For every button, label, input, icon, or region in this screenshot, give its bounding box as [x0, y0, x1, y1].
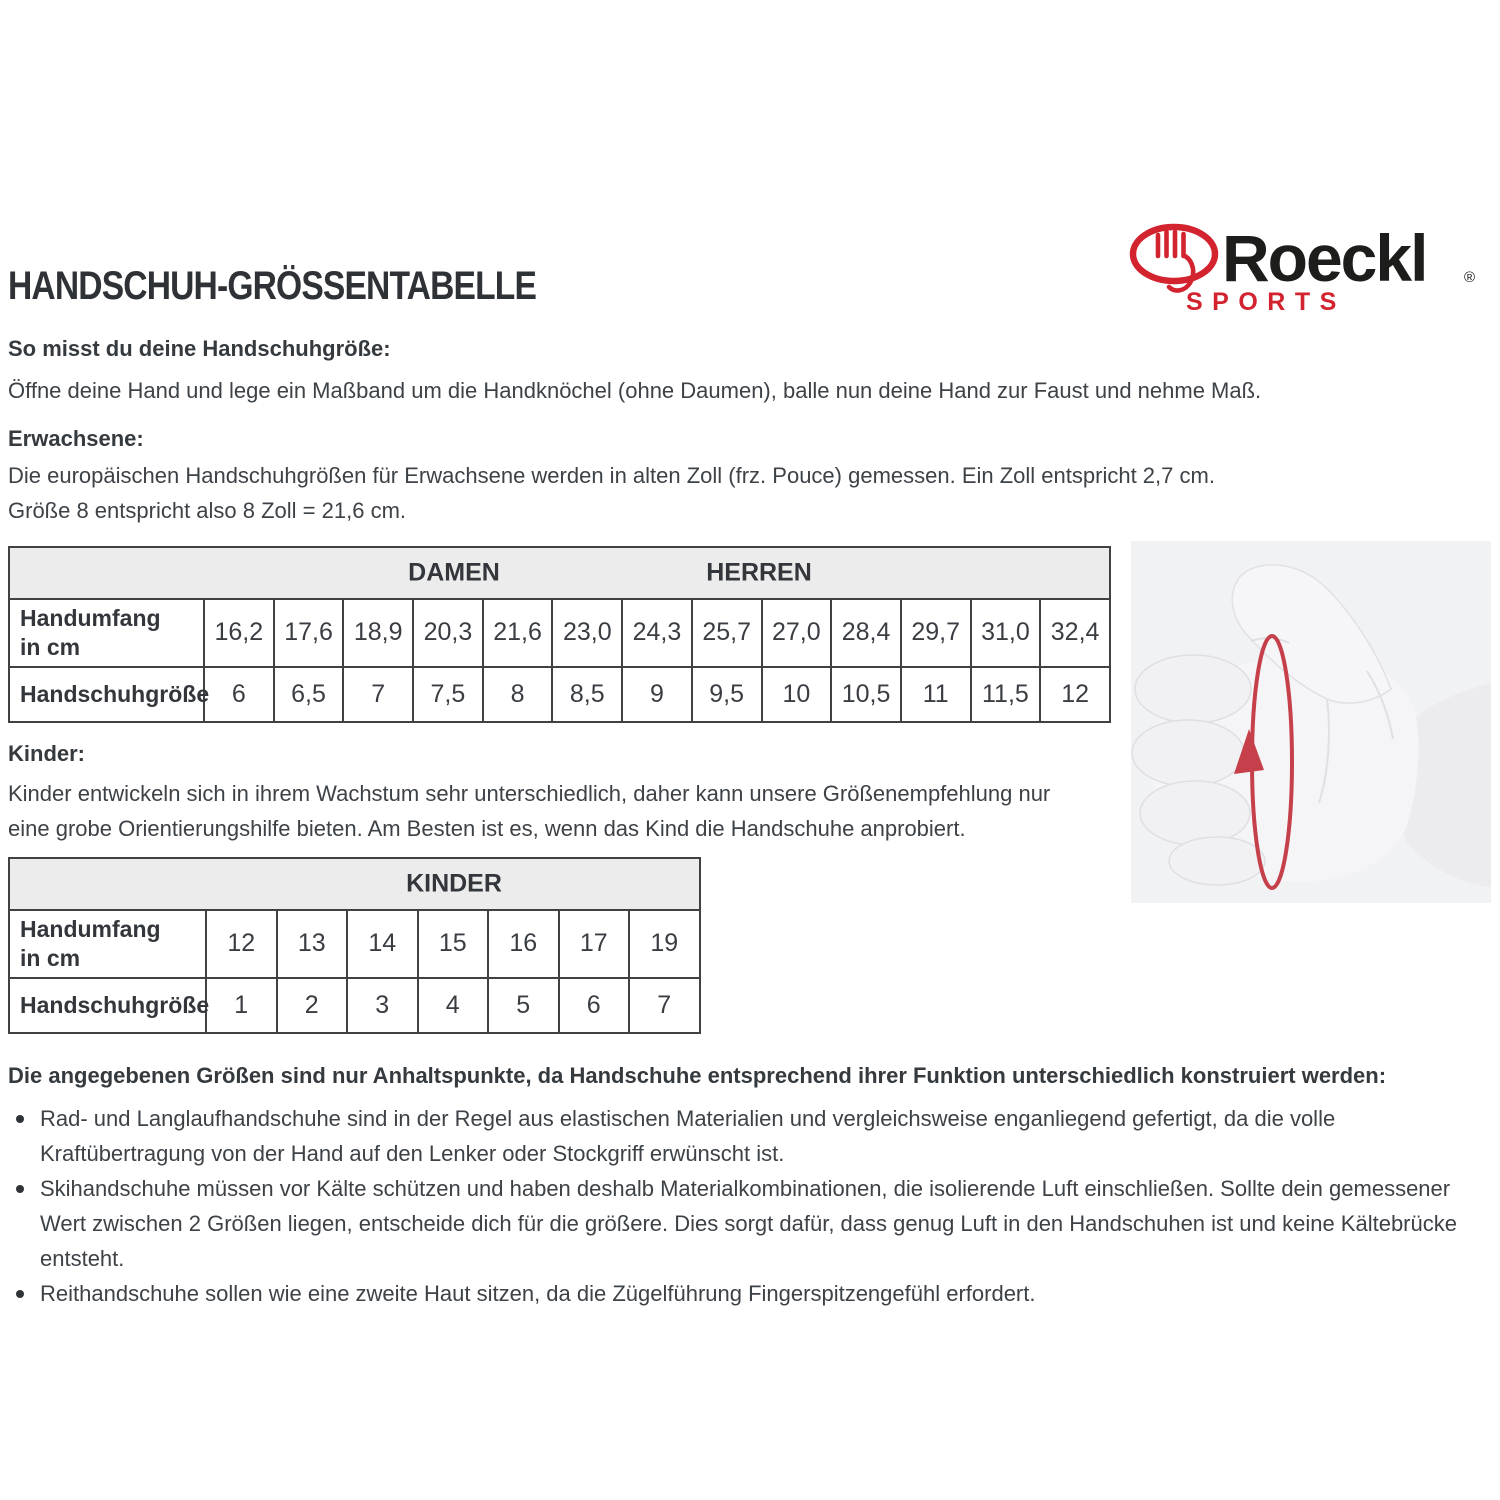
note-text: Rad- und Langlaufhandschuhe sind in der Regel aus elastischen Materialien und vergleichsweise enganliegend gefertigt, da die volle Kraftübertragung von der Hand auf den Lenker oder Stockgriff erwünscht ist. [40, 1106, 1336, 1166]
row-label-handumfang [9, 910, 206, 978]
table-cell: 1 [206, 978, 277, 1033]
row-label-handumfang [9, 599, 204, 667]
bullet-dot [16, 1115, 24, 1123]
kids-table-group-header [9, 858, 700, 910]
adult-table-group-row [9, 547, 1110, 599]
adults-text-line2: Größe 8 entspricht also 8 Zoll = 21,6 cm. [8, 498, 407, 523]
hand-illustration [1131, 541, 1491, 903]
measure-instruction-text: Öffne deine Hand und lege ein Maßband um die Handknöchel (ohne Daumen), balle nun deine Hand zur Faust und nehme Maß. [8, 378, 1262, 403]
table-cell: 8,5 [552, 667, 622, 722]
table-cell: 12 [206, 910, 277, 978]
table-cell: 9 [622, 667, 692, 722]
brand-wordmark: Roeckl [1222, 221, 1427, 295]
kids-table-group-row [9, 858, 700, 910]
table-cell: 31,0 [971, 599, 1041, 667]
note-bullet-riding [8, 1276, 1476, 1311]
page-title: HANDSCHUH-GRÖSSENTABELLE [8, 264, 537, 308]
table-cell: 2 [277, 978, 348, 1033]
table-cell: 25,7 [692, 599, 762, 667]
table-cell: 6,5 [274, 667, 344, 722]
adults-text-line1: Die europäischen Handschuhgrößen für Erwachsene werden in alten Zoll (frz. Pouce) gemessen. Ein Zoll entspricht 2,7 cm. [8, 463, 1215, 488]
table-cell: 12 [1040, 667, 1110, 722]
row-label-line: Handumfang [20, 605, 161, 631]
herren-group-label: HERREN [706, 558, 812, 587]
table-cell: 7,5 [413, 667, 483, 722]
table-cell: 10,5 [831, 667, 901, 722]
table-cell: 10 [762, 667, 832, 722]
bullet-dot [16, 1185, 24, 1193]
table-cell: 16,2 [204, 599, 274, 667]
table-cell: 8 [483, 667, 553, 722]
measure-instruction-heading: So misst du deine Handschuhgröße: [8, 336, 391, 361]
kids-heading: Kinder: [8, 741, 85, 766]
table-cell: 27,0 [762, 599, 832, 667]
table-cell: 6 [204, 667, 274, 722]
table-cell: 11 [901, 667, 971, 722]
table-cell: 4 [418, 978, 489, 1033]
kids-glove-size-row [9, 978, 700, 1033]
adult-glove-size-row [9, 667, 1110, 722]
note-bullet-cycling [8, 1101, 1476, 1171]
hand-measurement-figure [1131, 541, 1491, 903]
table-cell: 19 [629, 910, 700, 978]
row-label-line: in cm [20, 633, 81, 660]
table-cell: 6 [559, 978, 630, 1033]
table-cell: 7 [629, 978, 700, 1033]
note-bullet-ski [8, 1171, 1476, 1276]
registered-mark: ® [1464, 269, 1476, 286]
adult-table-group-header [9, 547, 1110, 599]
subbrand-wordmark: SPORTS [1186, 288, 1346, 316]
bullet-dot [16, 1290, 24, 1298]
table-cell: 17 [559, 910, 630, 978]
table-cell: 5 [488, 978, 559, 1033]
row-label-line: in cm [20, 944, 81, 971]
kids-circumference-row [9, 910, 700, 978]
kids-size-table [8, 857, 701, 1034]
table-cell: 14 [347, 910, 418, 978]
kids-text: Kinder entwickeln sich in ihrem Wachstum sehr unterschiedlich, daher kann unsere Größenempfehlung nur eine grobe Orientierungshilfe bieten. Am Besten ist es, wenn das Kind die Handschuhe anprobiert. [8, 781, 1051, 841]
note-text: Reithandschuhe sollen wie eine zweite Haut sitzen, da die Zügelführung Fingerspitzengefühl erfordert. [40, 1281, 1036, 1306]
kinder-group-label: KINDER [406, 869, 502, 898]
roeckl-sports-logo [1128, 218, 1486, 321]
table-cell: 24,3 [622, 599, 692, 667]
roeckl-logo-graphic [1128, 218, 1486, 316]
table-cell: 16 [488, 910, 559, 978]
table-cell: 29,7 [901, 599, 971, 667]
row-label-line: Handumfang [20, 916, 161, 942]
row-label-handschuhgroesse: Handschuhgröße [9, 667, 204, 722]
row-label-handschuhgroesse: Handschuhgröße [9, 978, 206, 1033]
table-cell: 18,9 [343, 599, 413, 667]
table-cell: 7 [343, 667, 413, 722]
table-cell: 11,5 [971, 667, 1041, 722]
table-cell: 17,6 [274, 599, 344, 667]
table-cell: 20,3 [413, 599, 483, 667]
damen-group-label: DAMEN [408, 558, 500, 587]
table-cell: 9,5 [692, 667, 762, 722]
table-cell: 3 [347, 978, 418, 1033]
table-cell: 23,0 [552, 599, 622, 667]
notes-list [8, 1101, 1476, 1311]
notes-heading: Die angegebenen Größen sind nur Anhaltspunkte, da Handschuhe entsprechend ihrer Funktion unterschiedlich konstruiert werden: [8, 1063, 1387, 1088]
adults-heading: Erwachsene: [8, 426, 144, 451]
table-cell: 32,4 [1040, 599, 1110, 667]
adult-circumference-row [9, 599, 1110, 667]
table-cell: 21,6 [483, 599, 553, 667]
table-cell: 15 [418, 910, 489, 978]
adult-size-table [8, 546, 1111, 723]
table-cell: 28,4 [831, 599, 901, 667]
fist-ellipse-icon [1133, 227, 1215, 290]
note-text: Skihandschuhe müssen vor Kälte schützen und haben deshalb Materialkombinationen, die isolierende Luft einschließen. Sollte dein gemessener Wert zwischen 2 Größen liegen, entscheide dich für die größere. Dies sorgt dafür, dass genug Luft in den Handschuhen ist und keine Kältebrücke entsteht. [40, 1176, 1457, 1271]
table-cell: 13 [277, 910, 348, 978]
